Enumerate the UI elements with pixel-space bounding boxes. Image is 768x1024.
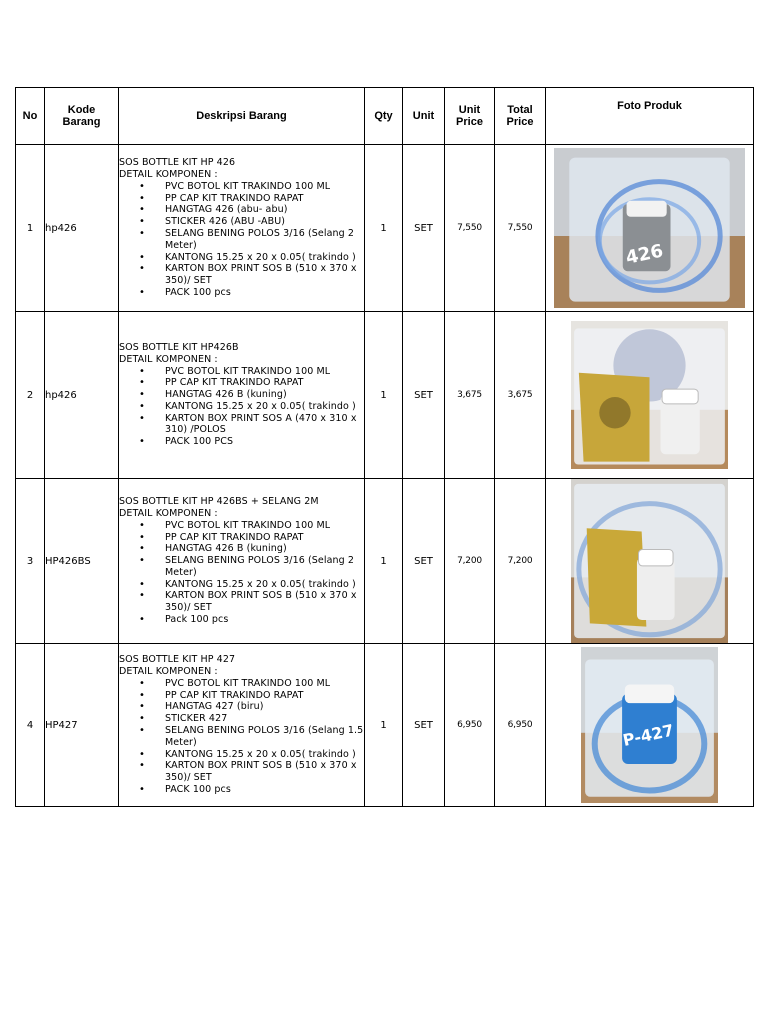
cell-foto-produk	[546, 479, 754, 644]
component-item: • KANTONG 15.25 x 20 x 0.05( trakindo )	[165, 252, 364, 264]
component-item: • PVC BOTOL KIT TRAKINDO 100 ML	[165, 678, 364, 690]
component-item: • SELANG BENING POLOS 3/16 (Selang 2 Meter)	[165, 228, 364, 252]
component-item: • PP CAP KIT TRAKINDO RAPAT	[165, 690, 364, 702]
cell-kode-barang: hp426	[45, 312, 119, 479]
component-list	[119, 181, 364, 299]
cell-unit-price: 6,950	[445, 644, 495, 807]
component-item: • KARTON BOX PRINT SOS B (510 x 370 x 350)/ SET	[165, 263, 364, 287]
product-table	[15, 87, 754, 807]
component-list	[119, 520, 364, 626]
component-item: • HANGTAG 426 (abu- abu)	[165, 204, 364, 216]
cell-unit-price: 7,200	[445, 479, 495, 644]
description-subtitle: DETAIL KOMPONEN :	[119, 169, 218, 181]
cell-qty: 1	[365, 479, 403, 644]
description-subtitle: DETAIL KOMPONEN :	[119, 666, 218, 678]
cell-unit: SET	[403, 644, 445, 807]
cell-total-price: 7,550	[495, 145, 546, 312]
description-subtitle: DETAIL KOMPONEN :	[119, 507, 218, 519]
cell-no: 1	[16, 145, 45, 312]
component-item: • PP CAP KIT TRAKINDO RAPAT	[165, 377, 364, 389]
description-subtitle: DETAIL KOMPONEN :	[119, 353, 218, 365]
cell-unit-price: 3,675	[445, 312, 495, 479]
cell-foto-produk	[546, 145, 754, 312]
component-item: • KANTONG 15.25 x 20 x 0.05( trakindo )	[165, 579, 364, 591]
description-title: SOS BOTTLE KIT HP 427	[119, 654, 236, 666]
cell-deskripsi	[119, 312, 365, 479]
header-foto-produk: Foto Produk	[546, 88, 754, 145]
header-kode-barang: Kode Barang	[45, 88, 119, 145]
product-photo-426bs-icon	[571, 479, 728, 643]
table-row	[16, 479, 754, 644]
component-item: • HANGTAG 426 B (kuning)	[165, 389, 364, 401]
cell-no: 4	[16, 644, 45, 807]
svg-text:P-427: P-427	[621, 720, 676, 750]
header-deskripsi-barang: Deskripsi Barang	[119, 88, 365, 145]
component-list	[119, 678, 364, 796]
component-item: • HANGTAG 427 (biru)	[165, 701, 364, 713]
product-photo-427-icon	[581, 647, 718, 803]
component-item: • STICKER 427	[165, 713, 364, 725]
header-row	[16, 88, 754, 145]
description-title: SOS BOTTLE KIT HP 426	[119, 157, 236, 169]
component-list	[119, 366, 364, 449]
cell-qty: 1	[365, 644, 403, 807]
component-item: • STICKER 426 (ABU -ABU)	[165, 216, 364, 228]
cell-qty: 1	[365, 312, 403, 479]
component-item: • PP CAP KIT TRAKINDO RAPAT	[165, 532, 364, 544]
cell-total-price: 7,200	[495, 479, 546, 644]
component-item: • KANTONG 15.25 x 20 x 0.05( trakindo )	[165, 401, 364, 413]
component-item: • PACK 100 pcs	[165, 287, 364, 299]
component-item: • SELANG BENING POLOS 3/16 (Selang 2 Meter)	[165, 555, 364, 579]
table-row	[16, 312, 754, 479]
cell-kode-barang: HP426BS	[45, 479, 119, 644]
cell-total-price: 6,950	[495, 644, 546, 807]
component-item: • PACK 100 pcs	[165, 784, 364, 796]
header-no: No	[16, 88, 45, 145]
header-qty: Qty	[365, 88, 403, 145]
table-row	[16, 644, 754, 807]
cell-unit: SET	[403, 479, 445, 644]
cell-unit-price: 7,550	[445, 145, 495, 312]
cell-foto-produk	[546, 644, 754, 807]
product-photo-426b-icon	[571, 321, 728, 469]
table-row	[16, 145, 754, 312]
cell-deskripsi	[119, 479, 365, 644]
cell-deskripsi	[119, 644, 365, 807]
cell-foto-produk	[546, 312, 754, 479]
component-item: • KANTONG 15.25 x 20 x 0.05( trakindo )	[165, 749, 364, 761]
component-item: • KARTON BOX PRINT SOS A (470 x 310 x 310) /POLOS	[165, 413, 364, 437]
cell-no: 3	[16, 479, 45, 644]
header-unit-price: Unit Price	[445, 88, 495, 145]
cell-deskripsi	[119, 145, 365, 312]
header-unit: Unit	[403, 88, 445, 145]
component-item: • PACK 100 PCS	[165, 436, 364, 448]
header-total-price: Total Price	[495, 88, 546, 145]
component-item: • PVC BOTOL KIT TRAKINDO 100 ML	[165, 520, 364, 532]
component-item: • Pack 100 pcs	[165, 614, 364, 626]
component-item: • KARTON BOX PRINT SOS B (510 x 370 x 350)/ SET	[165, 760, 364, 784]
component-item: • KARTON BOX PRINT SOS B (510 x 370 x 350)/ SET	[165, 590, 364, 614]
cell-kode-barang: hp426	[45, 145, 119, 312]
component-item: • PVC BOTOL KIT TRAKINDO 100 ML	[165, 181, 364, 193]
component-item: • HANGTAG 426 B (kuning)	[165, 543, 364, 555]
cell-qty: 1	[365, 145, 403, 312]
component-item: • PP CAP KIT TRAKINDO RAPAT	[165, 193, 364, 205]
cell-unit: SET	[403, 312, 445, 479]
cell-total-price: 3,675	[495, 312, 546, 479]
description-title: SOS BOTTLE KIT HP 426BS + SELANG 2M	[119, 496, 319, 508]
cell-no: 2	[16, 312, 45, 479]
svg-text:426: 426	[623, 240, 666, 269]
cell-unit: SET	[403, 145, 445, 312]
product-photo-426-icon	[554, 148, 745, 308]
description-title: SOS BOTTLE KIT HP426B	[119, 341, 239, 353]
cell-kode-barang: HP427	[45, 644, 119, 807]
component-item: • PVC BOTOL KIT TRAKINDO 100 ML	[165, 366, 364, 378]
component-item: • SELANG BENING POLOS 3/16 (Selang 1.5 Meter)	[165, 725, 364, 749]
